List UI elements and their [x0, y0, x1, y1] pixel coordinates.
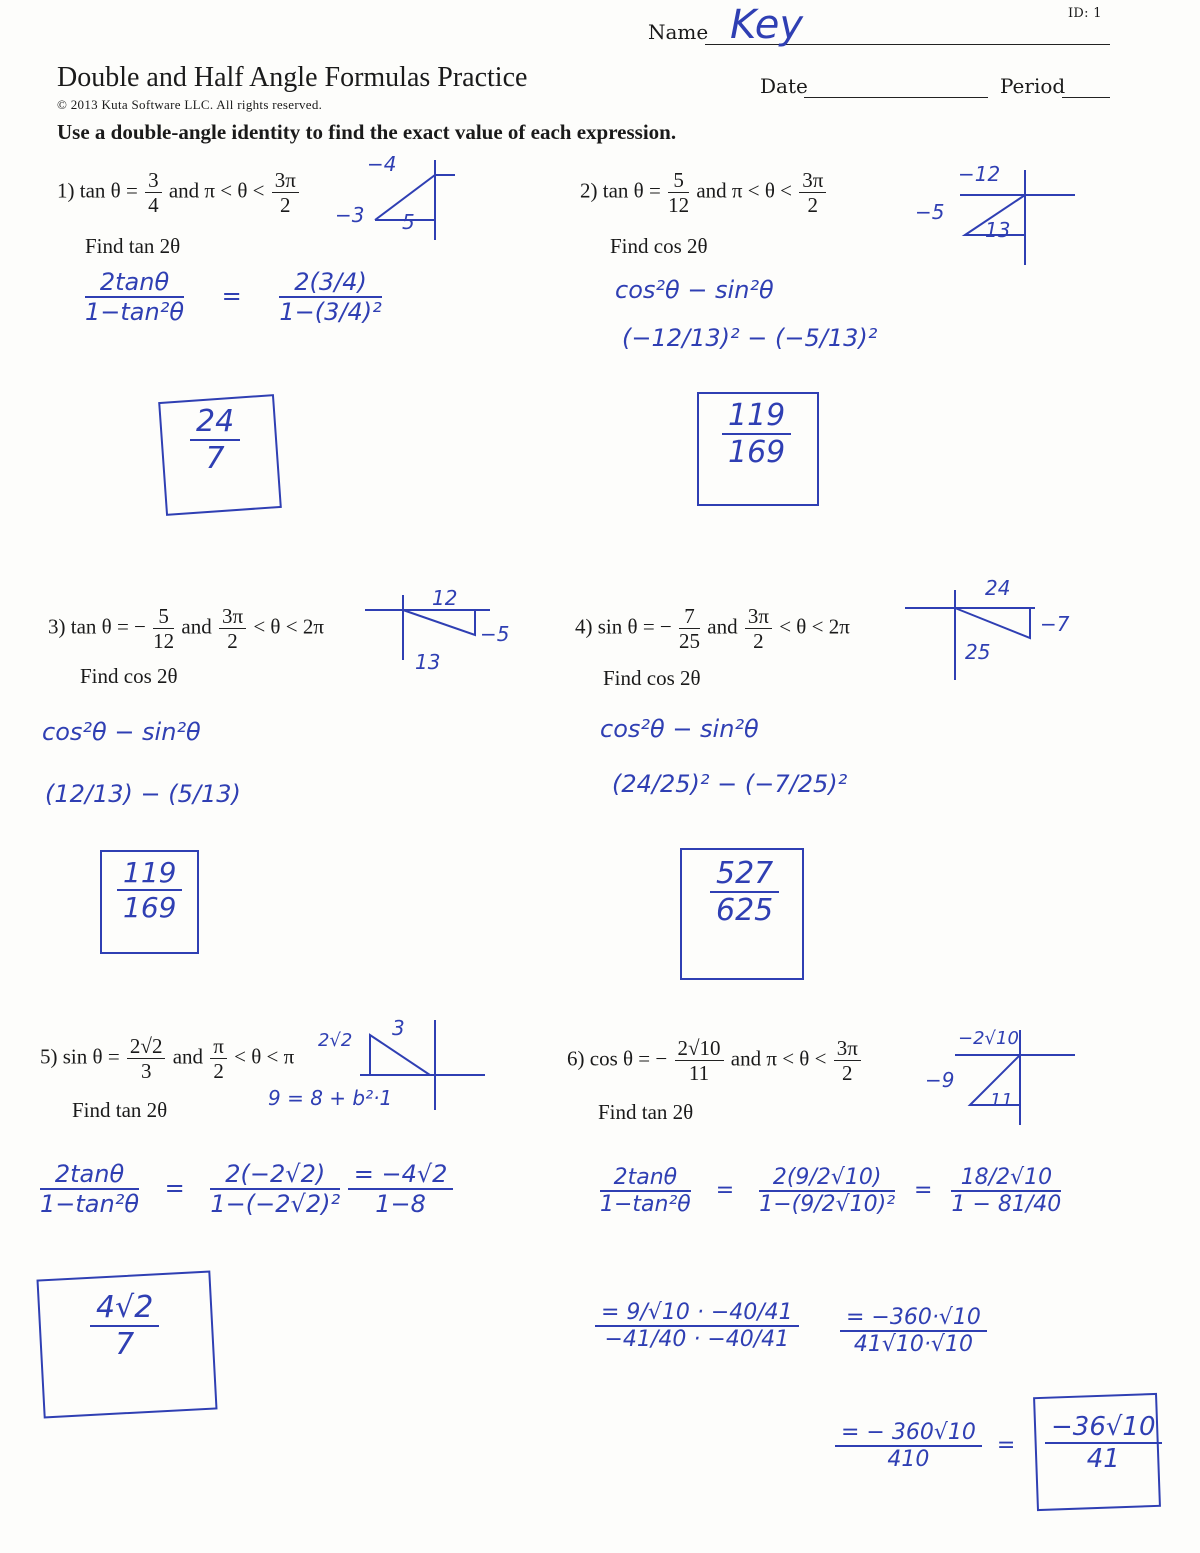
problem-2-work-line-1: cos²θ − sin²θ — [615, 276, 774, 304]
value-fraction: $\frac{3}{4}$ — [145, 168, 162, 217]
problem-1-work: $\frac{2\tan\theta}{\text{1−tan²θ}}$ = $\frac{2(3/4)}{\text{1−(3/4)²}}$ — [85, 268, 382, 326]
problem-2-answer: $\frac{119}{169}$ — [722, 398, 791, 470]
problem-6-work-row-4: $\frac{= - 360√10}{410}$ = — [835, 1420, 1015, 1472]
problem-1-statement — [57, 168, 301, 217]
problem-6-answer: $\frac{-36√10}{41}$ — [1045, 1412, 1162, 1474]
triangle-label: 3 — [392, 1016, 405, 1040]
problem-5-statement: 5) sin θ = $\frac{2√2}{3}$ and $\frac{\pi}{2}$ < θ < π — [40, 1034, 295, 1083]
triangle-label: −3 — [335, 203, 365, 227]
triangle-label: −2√10 — [958, 1028, 1019, 1049]
problem-4-statement: 4) sin θ = − $\frac{7}{25}$ and $\frac{3\pi}{2}$ < θ < 2π — [575, 604, 850, 653]
triangle-label: 13 — [985, 218, 1011, 242]
triangle-label: 2√2 — [318, 1030, 353, 1051]
triangle-label: 13 — [415, 650, 441, 674]
triangle-label: −12 — [958, 162, 1001, 186]
triangle-label: 5 — [402, 210, 415, 234]
problem-3-answer: $\frac{119}{169}$ — [117, 856, 182, 924]
problem-6-find: Find tan 2θ — [598, 1100, 694, 1124]
problem-2-work-line-2: (−12/13)² − (−5/13)² — [622, 324, 878, 352]
instructions: Use a double-angle identity to find the exact value of each expression. — [57, 120, 677, 144]
triangle-label: −9 — [925, 1068, 955, 1092]
problem-3-work-line-1: cos²θ − sin²θ — [42, 718, 201, 746]
date-line[interactable] — [804, 97, 988, 98]
problem-4-answer: $\frac{527}{625}$ — [710, 856, 779, 928]
problem-6-statement: 6) cos θ = − $\frac{2√10}{11}$ and π < θ < $\frac{3\pi}{2}$ — [567, 1036, 863, 1085]
triangle-label: 25 — [965, 640, 991, 664]
problem-6-work-row-2: $\frac{= 9/√10 \cdot -40/41}{-41/40 \cdot -40/41}$ — [595, 1300, 799, 1352]
copyright: © 2013 Kuta Software LLC. All rights reserved. — [57, 97, 323, 112]
triangle-label: −4 — [367, 152, 397, 176]
triangle-label: −7 — [1040, 612, 1070, 636]
triangle-label: 12 — [432, 586, 458, 610]
triangle-label: −5 — [915, 200, 945, 224]
date-label: Date — [760, 74, 808, 98]
problem-number: 1) — [57, 178, 75, 203]
problem-1-answer: $\frac{24}{7}$ — [190, 404, 240, 476]
triangle-label: 24 — [985, 576, 1011, 600]
problem-6-work-row-1: $\frac{2\tan\theta}{\text{1−tan²θ}}$ = $\frac{2(9/2√10)}{\text{1−(9/2√10)²}}$ = $\frac{18/2√10}{1 - 81/40}$ — [600, 1165, 1062, 1217]
problem-3-triangle — [365, 590, 495, 690]
problem-5-answer: $\frac{4√2}{7}$ — [90, 1290, 159, 1362]
problem-4-work-line-1: cos²θ − sin²θ — [600, 715, 759, 743]
period-line[interactable] — [1062, 97, 1110, 98]
problem-5-pythagorean-note: 9 = 8 + b²·1 — [268, 1086, 393, 1110]
triangle-label: −5 — [480, 622, 510, 646]
problem-1-find: Find tan 2θ — [85, 234, 181, 258]
triangle-label: 11 — [990, 1090, 1013, 1111]
problem-4-find: Find cos 2θ — [603, 666, 701, 690]
problem-6-work-row-3: $\frac{= -360\cdot√10}{41√10\cdot√10}$ — [840, 1305, 987, 1357]
page-title: Double and Half Angle Formulas Practice — [57, 62, 528, 93]
name-value[interactable]: Key — [730, 2, 804, 48]
problem-3-find: Find cos 2θ — [80, 664, 178, 688]
problem-2-statement: 2) tan θ = $\frac{5}{12}$ and π < θ < $\frac{3\pi}{2}$ — [580, 168, 828, 217]
problem-3-statement: 3) tan θ = − $\frac{5}{12}$ and $\frac{3\pi}{2}$ < θ < 2π — [48, 604, 324, 653]
id-mark: ID: 1 — [1068, 6, 1102, 21]
problem-2-find: Find cos 2θ — [610, 234, 708, 258]
bound-fraction: $\frac{3\pi}{2}$ — [272, 168, 299, 217]
function-label: tan θ = — [79, 178, 138, 203]
name-label: Name — [648, 20, 709, 44]
problem-3-work-line-2: (12/13) − (5/13) — [45, 780, 241, 808]
condition-text: and π < θ < — [168, 178, 265, 203]
period-label: Period — [1000, 74, 1066, 98]
problem-4-triangle — [905, 580, 1045, 690]
problem-4-work-line-2: (24/25)² − (−7/25)² — [612, 770, 848, 798]
problem-5-work: $\frac{2\tan\theta}{\text{1−tan²θ}}$ = $\frac{2(-2√2)}{\text{1−(−2√2)²}}$ $\frac{= -4√2}{1-8}$ — [40, 1160, 453, 1218]
problem-5-find: Find tan 2θ — [72, 1098, 168, 1122]
